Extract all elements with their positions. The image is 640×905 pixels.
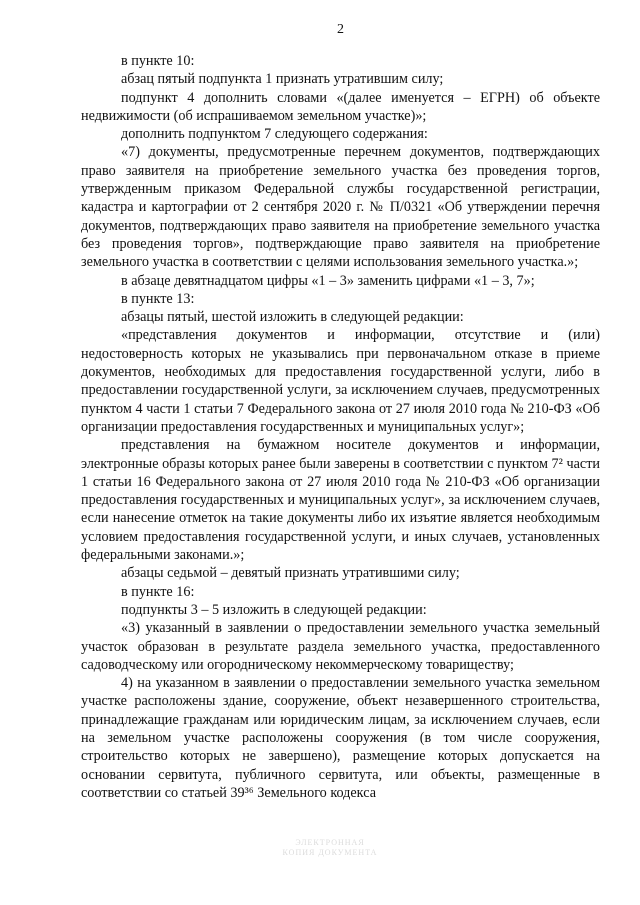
page-number: 2 [337,22,344,37]
paragraph: в пункте 16: [121,583,195,600]
paragraph: абзацы пятый, шестой изложить в следующей редакции: [121,309,464,326]
paragraph: в абзаце девятнадцатом цифры «1 – 3» заменить цифрами «1 – 3, 7»; [121,272,535,289]
faint-stamp [250,838,410,878]
stamp-line: ЭЛЕКТРОННАЯ [295,838,365,847]
paragraph: абзац пятый подпункта 1 признать утратившим силу; [121,71,444,88]
paragraph: абзацы седьмой – девятый признать утратившими силу; [121,565,460,582]
document-body [81,52,600,802]
paragraph: подпункт 4 дополнить словами «(далее именуется – ЕГРН) об объекте недвижимости (об испрашиваемом земельном участке)»; [81,89,600,124]
paragraph: подпункты 3 – 5 изложить в следующей редакции: [121,601,427,618]
paragraph: «3) указанный в заявлении о предоставлении земельного участка земельный участок образован в результате раздела земельного участка, предоставленного садоводческому или огородническому некоммерческому товариществу; [81,620,600,673]
paragraph: в пункте 13: [121,290,195,307]
paragraph: в пункте 10: [121,53,195,69]
paragraph: «7) документы, предусмотренные перечнем документов, подтверждающих право заявителя на приобретение земельного участка без проведения торгов, утвержденным приказом Федеральной службы государственной регистрации, кадастра и картографии от 2 сентября 2020 г. № П/0321 «Об утверждении перечня документов, подтверждающих право заявителя на приобретение земельного участка без проведения торгов», подтверждающие право заявителя на приобретение земельного участка в соответствии с целями использования земельного участка.»; [81,144,600,271]
paragraph: «представления документов и информации, отсутствие и (или) недостоверность которых не указывались при первоначальном отказе в приеме документов, необходимых для предоставления государственной услуги, либо в предоставлении государственной услуги, за исключением случаев, предусмотренных пунктом 4 части 1 статьи 7 Федерального закона от 27 июля 2010 года № 210-ФЗ «Об организации предоставления государственных и муниципальных услуг»; [81,327,600,435]
stamp-line: КОПИЯ ДОКУМЕНТА [282,848,378,857]
paragraph: 4) на указанном в заявлении о предоставлении земельного участка земельном участке расположены здание, сооружение, объект незавершенного строительства, принадлежащие гражданам или юридическим лицам, за исключением случаев, если на земельном участке расположены сооружения (в том числе сооружения, строительство которых не завершено), размещение которых допускается на основании сервитута, публичного сервитута, или объекты, размещенные в соответствии со статьей 39³⁶ Земельного кодекса [81,675,600,801]
paragraph: представления на бумажном носителе документов и информации, электронные образы которых ранее были заверены в соответствии с пунктом 7² части 1 статьи 16 Федерального закона от 27 июля 2010 года № 210-ФЗ «Об организации предоставления государственных и муниципальных услуг», за исключением случаев, если нанесение отметок на такие документы либо их изъятие является необходимым условием предоставления государственной услуги, и иных случаев, установленных федеральными законами.»; [81,437,600,564]
paragraph: дополнить подпунктом 7 следующего содержания: [121,126,428,143]
